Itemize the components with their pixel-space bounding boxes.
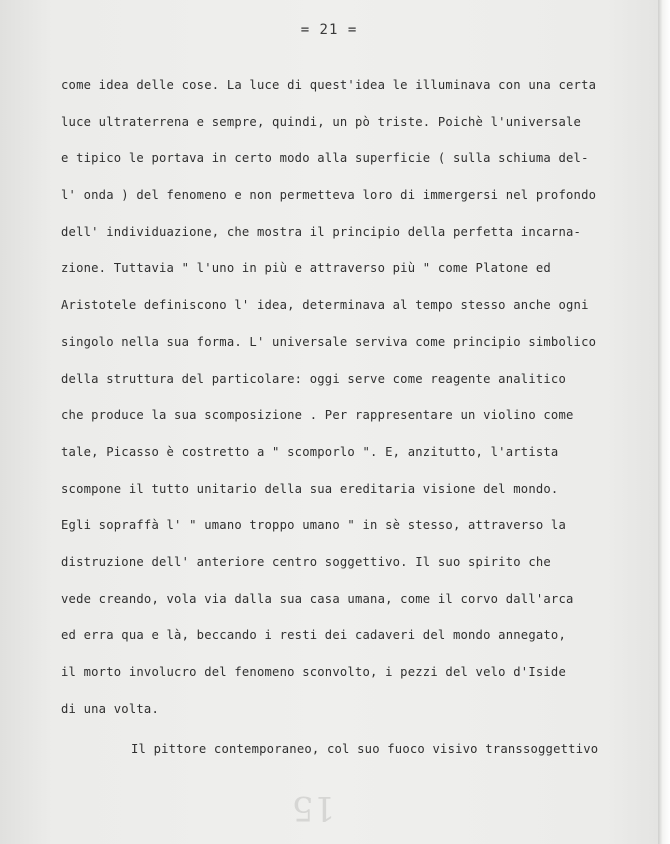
paper-edge xyxy=(658,0,670,844)
text-line: di una volta. xyxy=(61,701,159,716)
text-line: luce ultraterrena e sempre, quindi, un pò triste. Poichè l'universale xyxy=(61,114,582,129)
text-line: Egli sopraffà l' " umano troppo umano " in sè stesso, attraverso la xyxy=(61,518,567,533)
text-line: vede creando, vola via dalla sua casa umana, come il corvo dall'arca xyxy=(61,591,574,606)
text-line: l' onda ) del fenomeno e non permetteva loro di immergersi nel profondo xyxy=(61,188,597,203)
text-line: distruzione dell' anteriore centro soggettivo. Il suo spirito che xyxy=(61,554,551,569)
paragraph-start-line: Il pittore contemporaneo, col suo fuoco visivo transsoggettivo xyxy=(131,742,599,757)
text-line: singolo nella sua forma. L' universale serviva come principio simbolico xyxy=(61,334,597,349)
text-line: tale, Picasso è costretto a " scomporlo ". E, anzitutto, l'artista xyxy=(61,444,559,459)
show-through-number: 15 xyxy=(292,788,336,828)
text-line: scompone il tutto unitario della sua ereditaria visione del mondo. xyxy=(61,481,559,496)
body-text xyxy=(61,74,651,775)
text-line: come idea delle cose. La luce di quest'idea le illuminava con una certa xyxy=(61,78,597,92)
text-line: ed erra qua e là, beccando i resti dei cadaveri del mondo annegato, xyxy=(61,628,567,643)
text-line: il morto involucro del fenomeno sconvolto, i pezzi del velo d'Iside xyxy=(61,665,567,679)
text-line: Aristotele definiscono l' idea, determinava al tempo stesso anche ogni xyxy=(61,298,589,313)
text-line: dell' individuazione, che mostra il principio della perfetta incarna- xyxy=(61,224,582,239)
text-line: della struttura del particolare: oggi serve come reagente analitico xyxy=(61,371,567,386)
text-line: zione. Tuttavia " l'uno in più e attraverso più " come Platone ed xyxy=(61,261,551,276)
page-number: = 21 = xyxy=(300,22,358,38)
text-line: che produce la sua scomposizione . Per rappresentare un violino come xyxy=(61,408,574,423)
text-line: e tipico le portava in certo modo alla superficie ( sulla schiuma del- xyxy=(61,151,589,166)
